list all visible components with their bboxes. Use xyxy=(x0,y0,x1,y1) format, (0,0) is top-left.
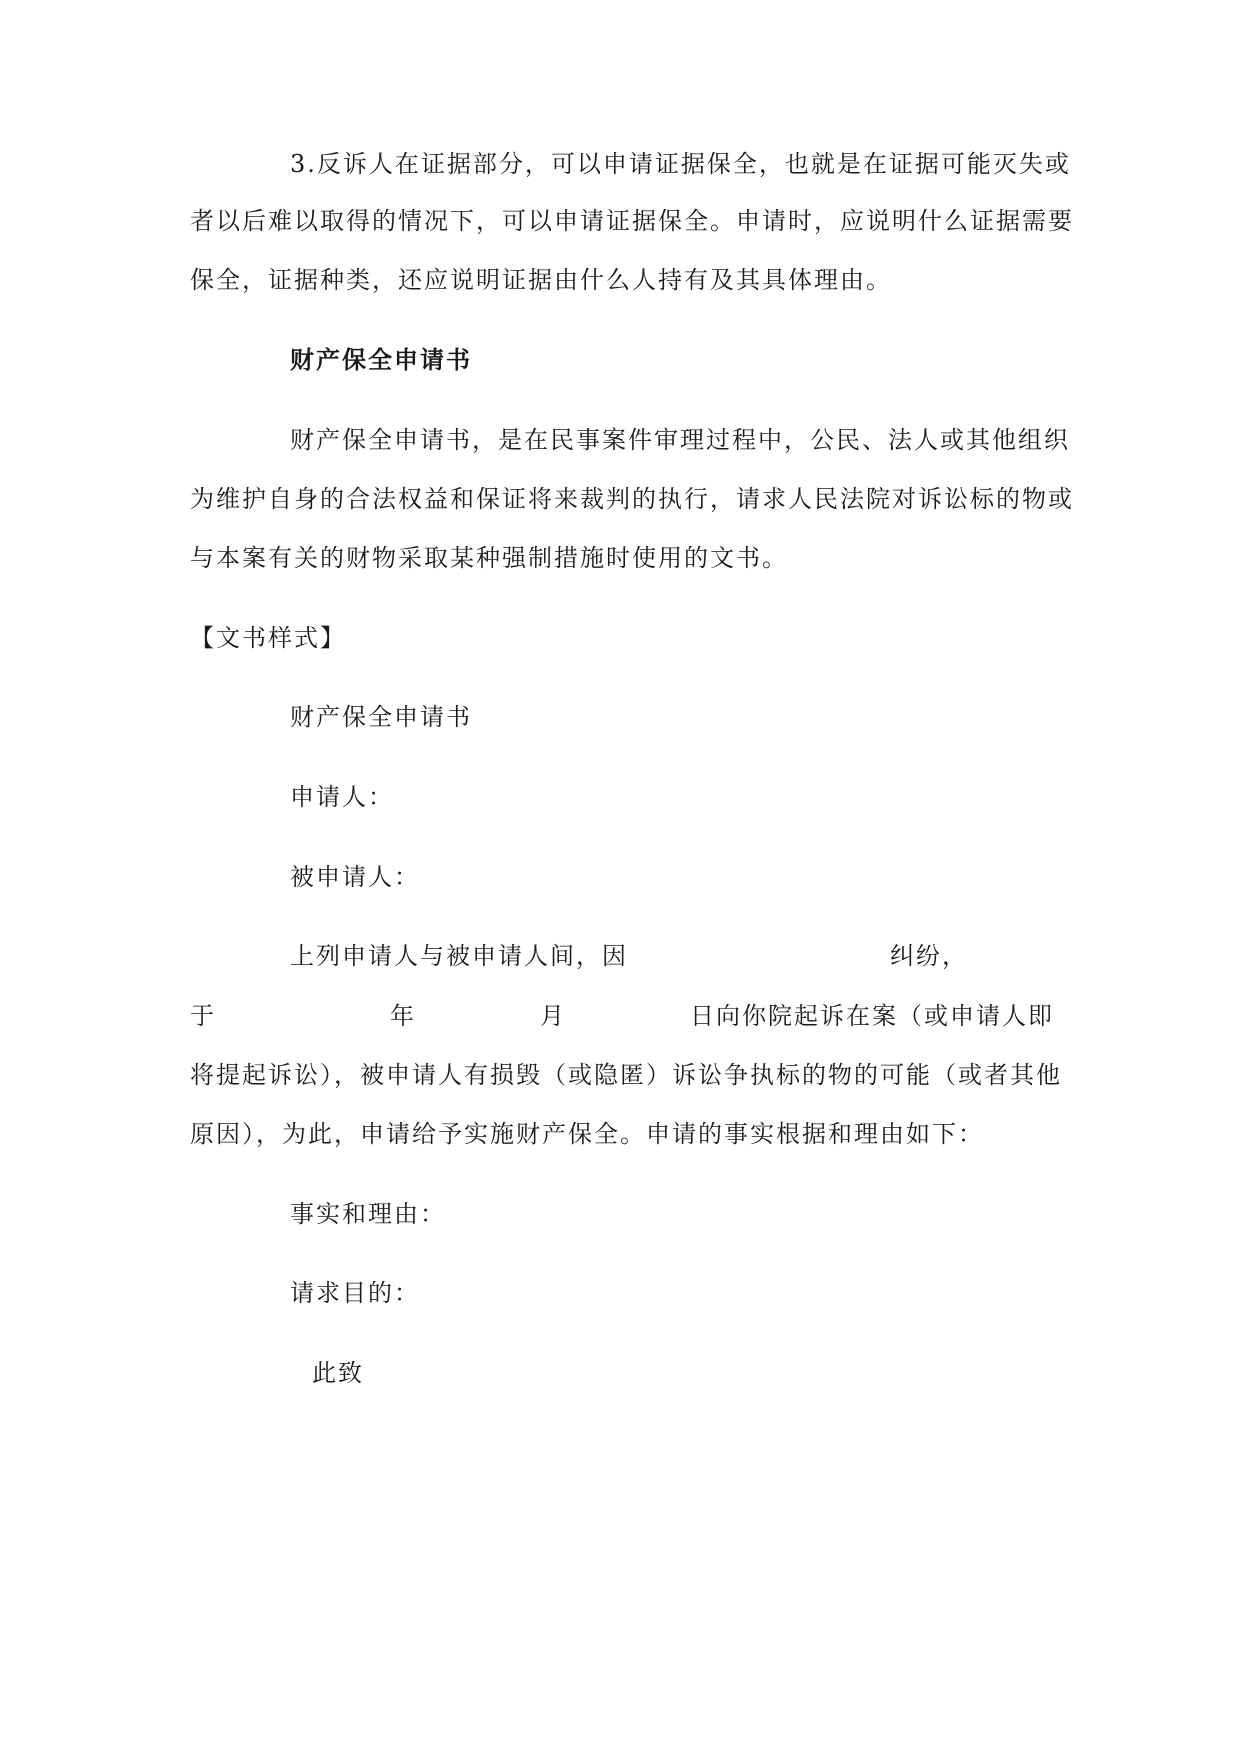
intro-start: 上列申请人与被申请人间，因 xyxy=(290,942,628,970)
form-title: 财产保全申请书 xyxy=(290,703,472,731)
sample-label: 【文书样式】 xyxy=(190,624,346,652)
date-suffix: 日向你院起诉在案（或申请人即 xyxy=(690,1002,1054,1030)
para1-line1: 3.反诉人在证据部分，可以申请证据保全，也就是在证据可能灭失或 xyxy=(290,150,1071,178)
purpose-label: 请求目的： xyxy=(290,1279,420,1307)
para1-line3: 保全，证据种类，还应说明证据由什么人持有及其具体理由。 xyxy=(190,266,892,294)
applicant-label: 申请人： xyxy=(290,783,394,811)
body-line2: 将提起诉讼），被申请人有损毁（或隐匿）诉讼争执标的物的可能（或者其他 xyxy=(190,1061,1062,1089)
para1-line2: 者以后难以取得的情况下，可以申请证据保全。申请时，应说明什么证据需要 xyxy=(190,207,1074,235)
date-month: 月 xyxy=(540,1002,566,1030)
closing-text: 此致 xyxy=(312,1359,364,1387)
para2-line1: 财产保全申请书，是在民事案件审理过程中，公民、法人或其他组织 xyxy=(290,426,1070,454)
facts-label: 事实和理由： xyxy=(290,1200,446,1228)
para2-line2: 为维护自身的合法权益和保证将来裁判的执行，请求人民法院对诉讼标的物或 xyxy=(190,485,1074,513)
date-prefix: 于 xyxy=(190,1002,216,1030)
intro-dispute: 纠纷， xyxy=(890,942,968,970)
para2-line3: 与本案有关的财物采取某种强制措施时使用的文书。 xyxy=(190,544,788,572)
section-heading: 财产保全申请书 xyxy=(290,345,472,374)
date-year: 年 xyxy=(390,1002,416,1030)
body-line3: 原因），为此，申请给予实施财产保全。申请的事实根据和理由如下： xyxy=(190,1120,984,1148)
respondent-label: 被申请人： xyxy=(290,863,420,891)
